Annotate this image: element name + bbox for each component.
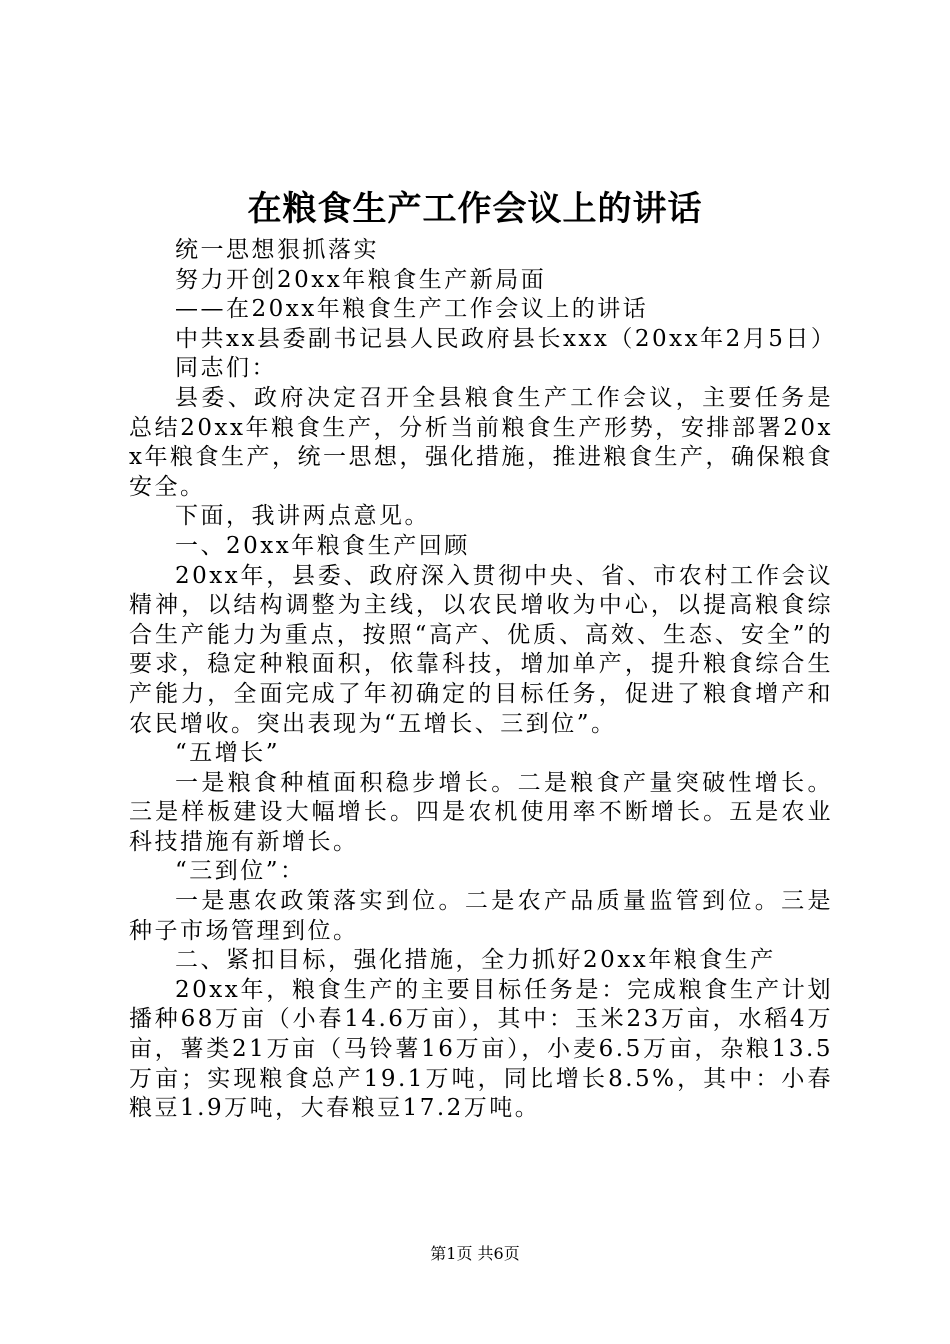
document-title: 在粮食生产工作会议上的讲话 (247, 189, 703, 229)
section-heading: 一、20xx年粮食生产回顾 (175, 532, 470, 559)
subsection-heading: “五增长” (175, 740, 281, 767)
speaker-line: 中共xx县委副书记县人民政府县长xxx（20xx年2月5日） (175, 325, 837, 352)
section-heading: 二、紧扣目标，强化措施，全力抓好20xx年粮食生产 (175, 947, 776, 974)
body-paragraph: 下面，我讲两点意见。 (175, 503, 430, 530)
page-number-footer: 第1页 共6页 (430, 1244, 520, 1263)
body-paragraph: 县委、政府决定召开全县粮食生产工作会议，主要任务是总结20xx年粮食生产，分析当前粮食生产形势，安排部署20xx年粮食生产，统一思想，强化措施，推进粮食生产，确保粮食安全。 (129, 384, 833, 500)
body-paragraph: 一是粮食种植面积稳步增长。二是粮食产量突破性增长。三是样板建设大幅增长。四是农机使用率不断增长。五是农业科技措施有新增长。 (129, 769, 833, 855)
salutation: 同志们： (175, 355, 277, 382)
document-body (129, 236, 837, 1124)
subtitle-line-2: 努力开创20xx年粮食生产新局面 (175, 266, 547, 293)
body-paragraph: 20xx年，粮食生产的主要目标任务是：完成粮食生产计划播种68万亩（小春14.6万亩），其中：玉米23万亩，水稻4万亩，薯类21万亩（马铃薯16万亩），小麦6.5万亩，杂粮13.5万亩；实现粮食总产19.1万吨，同比增长8.5%，其中：小春粮豆1.9万吨，大春粮豆17.2万吨。 (129, 976, 833, 1122)
subtitle-line-3: ——在20xx年粮食生产工作会议上的讲话 (175, 296, 649, 323)
subtitle-line-1: 统一思想狠抓落实 (175, 237, 379, 263)
subsection-heading: “三到位”： (175, 858, 306, 885)
body-paragraph: 一是惠农政策落实到位。二是农产品质量监管到位。三是种子市场管理到位。 (129, 888, 833, 944)
body-paragraph: 20xx年，县委、政府深入贯彻中央、省、市农村工作会议精神，以结构调整为主线，以农民增收为中心，以提高粮食综合生产能力为重点，按照“高产、优质、高效、生态、安全”的要求，稳定种粮面积，依靠科技，增加单产，提升粮食综合生产能力，全面完成了年初确定的目标任务，促进了粮食增产和农民增收。突出表现为“五增长、三到位”。 (129, 562, 833, 737)
